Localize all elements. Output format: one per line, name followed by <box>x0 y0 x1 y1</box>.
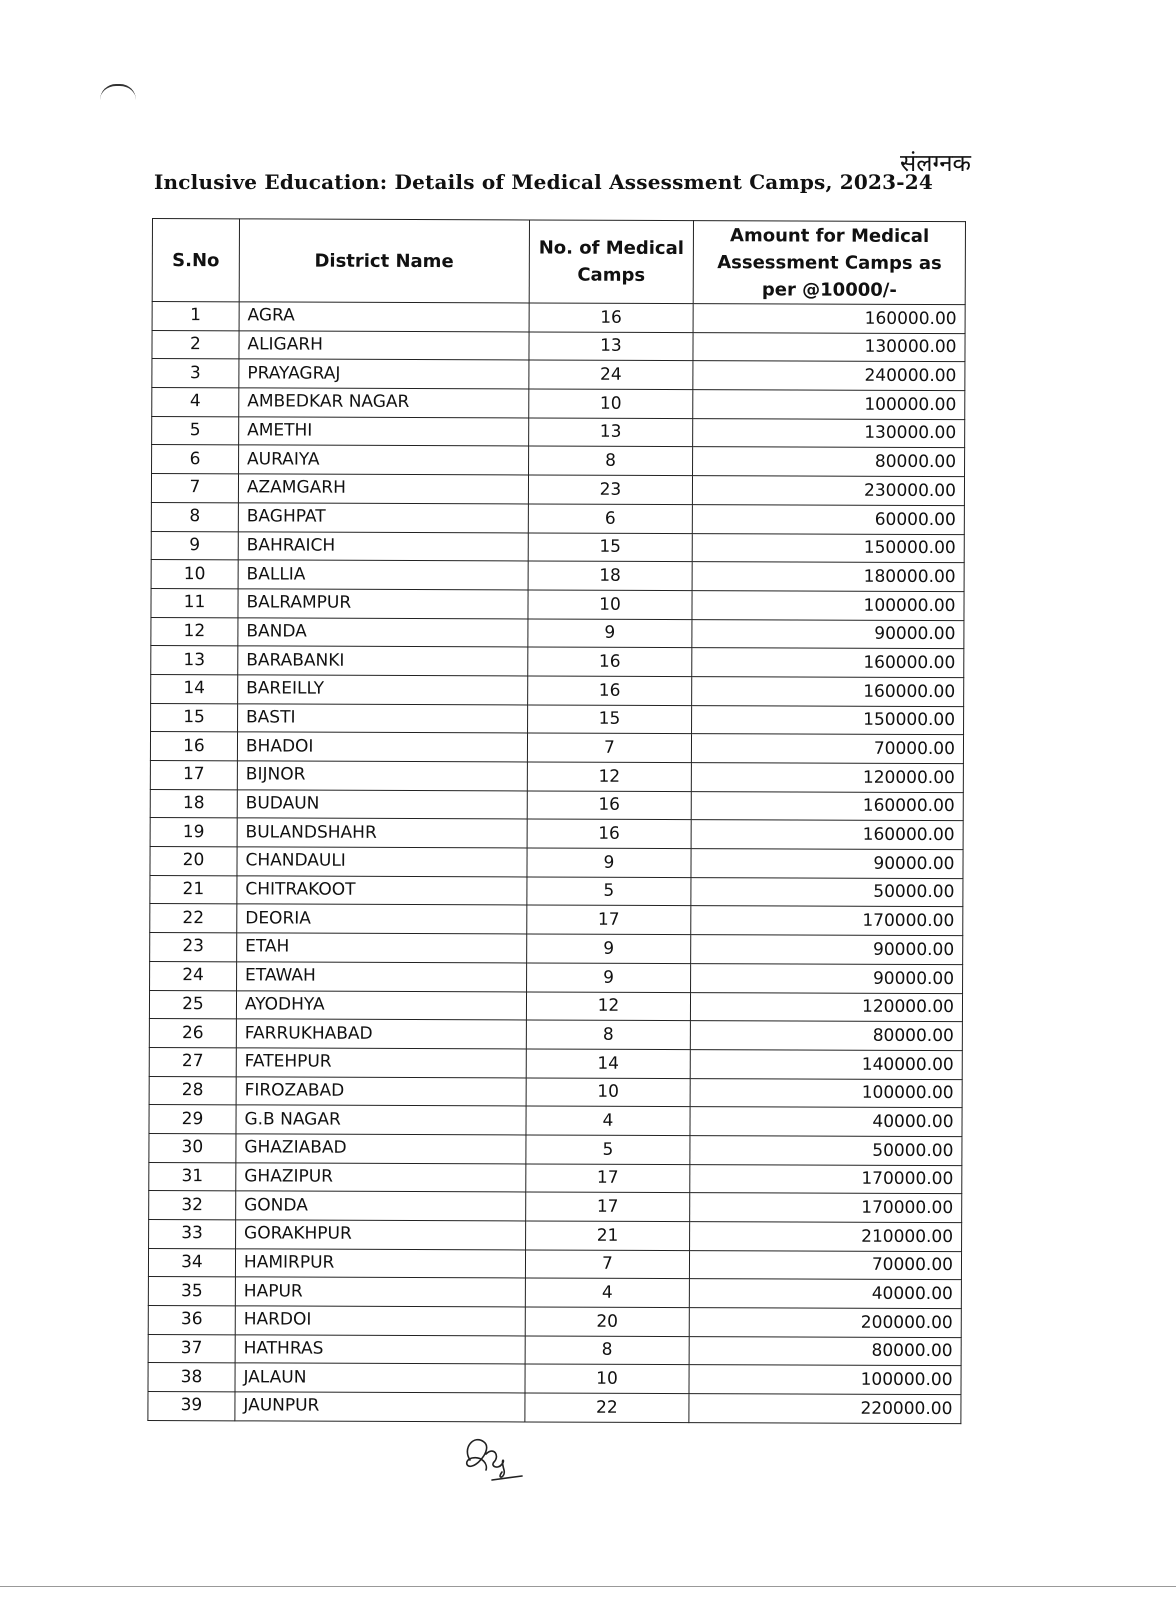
cell-sno: 17 <box>150 760 237 789</box>
cell-sno: 36 <box>148 1306 235 1335</box>
cell-medical-camps: 9 <box>526 934 691 963</box>
table-row <box>149 1105 962 1137</box>
table-row <box>152 416 965 448</box>
cell-amount: 100000.00 <box>689 1365 961 1395</box>
table-row <box>151 588 964 620</box>
cell-district-name: AMETHI <box>239 417 529 447</box>
header-district-name: District Name <box>239 219 529 303</box>
cell-medical-camps: 18 <box>528 561 693 590</box>
cell-district-name: JALAUN <box>235 1363 525 1393</box>
cell-medical-camps: 10 <box>525 1364 690 1393</box>
table-row <box>151 560 964 592</box>
cell-amount: 80000.00 <box>689 1336 961 1366</box>
cell-sno: 11 <box>151 588 238 617</box>
cell-amount: 40000.00 <box>690 1107 962 1137</box>
cell-district-name: BIJNOR <box>237 761 527 791</box>
table-row <box>148 1306 961 1338</box>
cell-sno: 39 <box>148 1392 235 1421</box>
cell-district-name: ETAWAH <box>236 962 526 992</box>
table-row <box>152 359 965 391</box>
cell-medical-camps: 8 <box>526 1020 691 1049</box>
cell-amount: 80000.00 <box>693 447 965 477</box>
table-row <box>150 904 963 936</box>
cell-district-name: CHITRAKOOT <box>237 876 527 906</box>
cell-district-name: GONDA <box>236 1191 526 1221</box>
cell-amount: 70000.00 <box>692 734 964 764</box>
cell-amount: 180000.00 <box>692 562 964 592</box>
header-row <box>152 219 965 305</box>
cell-sno: 7 <box>151 474 238 503</box>
cell-medical-camps: 14 <box>526 1049 691 1078</box>
cell-amount: 50000.00 <box>691 877 963 907</box>
table-row <box>149 990 962 1022</box>
cell-medical-camps: 15 <box>527 705 692 734</box>
cell-district-name: G.B NAGAR <box>236 1105 526 1135</box>
cell-medical-camps: 15 <box>528 532 693 561</box>
cell-medical-camps: 8 <box>525 1336 690 1365</box>
table-row <box>152 445 965 477</box>
cell-district-name: BALLIA <box>238 560 528 590</box>
cell-medical-camps: 16 <box>527 819 692 848</box>
cell-medical-camps: 12 <box>527 762 692 791</box>
cell-amount: 130000.00 <box>693 332 965 362</box>
cell-amount: 90000.00 <box>691 849 963 879</box>
cell-sno: 22 <box>150 904 237 933</box>
cell-medical-camps: 13 <box>528 418 693 447</box>
cell-district-name: ALIGARH <box>239 331 529 361</box>
table-row <box>151 502 964 534</box>
table-row <box>151 531 964 563</box>
cell-sno: 10 <box>151 560 238 589</box>
table-row <box>150 875 963 907</box>
cell-district-name: BANDA <box>238 617 528 647</box>
table-row <box>149 1162 962 1194</box>
cell-sno: 14 <box>151 674 238 703</box>
cell-medical-camps: 10 <box>528 590 693 619</box>
cell-amount: 150000.00 <box>693 533 965 563</box>
table-row <box>151 646 964 678</box>
cell-sno: 6 <box>152 445 239 474</box>
table-row <box>148 1392 961 1424</box>
cell-amount: 100000.00 <box>690 1078 962 1108</box>
cell-sno: 19 <box>150 818 237 847</box>
table-row <box>149 1019 962 1051</box>
cell-sno: 4 <box>152 388 239 417</box>
cell-district-name: GORAKHPUR <box>235 1220 525 1250</box>
cell-amount: 150000.00 <box>692 705 964 735</box>
cell-district-name: BASTI <box>237 703 527 733</box>
cell-district-name: BAHRAICH <box>238 531 528 561</box>
table-row <box>148 1248 961 1280</box>
cell-district-name: GHAZIPUR <box>236 1162 526 1192</box>
table-row <box>150 732 963 764</box>
cell-district-name: FARRUKHABAD <box>236 1019 526 1049</box>
cell-sno: 1 <box>152 302 239 331</box>
medical-camps-table <box>147 218 966 1424</box>
cell-sno: 38 <box>148 1363 235 1392</box>
cell-medical-camps: 12 <box>526 991 691 1020</box>
cell-sno: 16 <box>150 732 237 761</box>
table-row <box>150 789 963 821</box>
table-row <box>151 674 964 706</box>
cell-amount: 220000.00 <box>689 1394 961 1424</box>
cell-sno: 8 <box>151 502 238 531</box>
header-medical-camps: No. of Medical Camps <box>529 220 694 304</box>
cell-medical-camps: 16 <box>527 647 692 676</box>
cell-sno: 30 <box>149 1133 236 1162</box>
document-title: Inclusive Education: Details of Medical Assessment Camps, 2023-24 <box>154 170 933 194</box>
cell-sno: 20 <box>150 847 237 876</box>
table-header <box>152 219 965 305</box>
cell-sno: 24 <box>150 961 237 990</box>
cell-amount: 90000.00 <box>691 963 963 993</box>
cell-medical-camps: 9 <box>526 963 691 992</box>
cell-medical-camps: 7 <box>527 733 692 762</box>
cell-district-name: BHADOI <box>237 732 527 762</box>
cell-medical-camps: 17 <box>526 905 691 934</box>
cell-sno: 35 <box>148 1277 235 1306</box>
cell-district-name: HAPUR <box>235 1277 525 1307</box>
cell-sno: 12 <box>151 617 238 646</box>
cell-amount: 100000.00 <box>693 390 965 420</box>
cell-sno: 26 <box>149 1019 236 1048</box>
cell-district-name: JAUNPUR <box>235 1392 525 1422</box>
cell-district-name: FATEHPUR <box>236 1048 526 1078</box>
cell-amount: 240000.00 <box>693 361 965 391</box>
cell-district-name: BUDAUN <box>237 790 527 820</box>
cell-district-name: DEORIA <box>237 904 527 934</box>
cell-sno: 23 <box>150 933 237 962</box>
cell-district-name: AYODHYA <box>236 990 526 1020</box>
cell-sno: 32 <box>149 1191 236 1220</box>
cell-medical-camps: 22 <box>524 1393 689 1422</box>
cell-sno: 5 <box>152 416 239 445</box>
table-row <box>149 1191 962 1223</box>
cell-district-name: AZAMGARH <box>238 474 528 504</box>
cell-medical-camps: 8 <box>528 446 693 475</box>
cell-district-name: HATHRAS <box>235 1335 525 1365</box>
cell-amount: 200000.00 <box>690 1308 962 1338</box>
cell-amount: 160000.00 <box>692 791 964 821</box>
cell-medical-camps: 4 <box>526 1106 691 1135</box>
cell-medical-camps: 10 <box>526 1078 691 1107</box>
cell-district-name: BAGHPAT <box>238 503 528 533</box>
cell-sno: 29 <box>149 1105 236 1134</box>
table-row <box>148 1277 961 1309</box>
cell-sno: 25 <box>149 990 236 1019</box>
cell-amount: 40000.00 <box>690 1279 962 1309</box>
cell-amount: 120000.00 <box>691 992 963 1022</box>
cell-amount: 80000.00 <box>691 1021 963 1051</box>
table-row <box>151 703 964 735</box>
cell-medical-camps: 17 <box>525 1164 690 1193</box>
table-row <box>152 302 965 334</box>
cell-medical-camps: 17 <box>525 1192 690 1221</box>
cell-amount: 160000.00 <box>692 648 964 678</box>
cell-medical-camps: 21 <box>525 1221 690 1250</box>
cell-medical-camps: 4 <box>525 1278 690 1307</box>
table-row <box>148 1334 961 1366</box>
cell-amount: 70000.00 <box>690 1250 962 1280</box>
cell-sno: 28 <box>149 1076 236 1105</box>
cell-amount: 60000.00 <box>693 504 965 534</box>
cell-amount: 130000.00 <box>693 418 965 448</box>
table-row <box>149 1219 962 1251</box>
cell-district-name: PRAYAGRAJ <box>239 359 529 389</box>
cell-sno: 9 <box>151 531 238 560</box>
cell-district-name: AGRA <box>239 302 529 332</box>
table-row <box>148 1363 961 1395</box>
cell-medical-camps: 16 <box>529 303 694 332</box>
cell-district-name: HAMIRPUR <box>235 1249 525 1279</box>
cell-district-name: ETAH <box>237 933 527 963</box>
scan-artifact-mark <box>100 84 136 100</box>
cell-district-name: GHAZIABAD <box>236 1134 526 1164</box>
scan-bottom-edge <box>0 1586 1176 1587</box>
table-row <box>150 818 963 850</box>
cell-amount: 230000.00 <box>693 476 965 506</box>
cell-sno: 13 <box>151 646 238 675</box>
cell-amount: 90000.00 <box>692 619 964 649</box>
cell-medical-camps: 5 <box>525 1135 690 1164</box>
table-row <box>150 847 963 879</box>
cell-sno: 27 <box>149 1047 236 1076</box>
cell-amount: 170000.00 <box>690 1193 962 1223</box>
cell-district-name: BARABANKI <box>238 646 528 676</box>
cell-medical-camps: 7 <box>525 1250 690 1279</box>
table-row <box>152 388 965 420</box>
cell-district-name: BAREILLY <box>238 675 528 705</box>
cell-district-name: FIROZABAD <box>236 1076 526 1106</box>
cell-medical-camps: 16 <box>527 791 692 820</box>
cell-amount: 100000.00 <box>692 590 964 620</box>
cell-amount: 210000.00 <box>690 1222 962 1252</box>
table-row <box>149 1076 962 1108</box>
cell-amount: 160000.00 <box>691 820 963 850</box>
table-row <box>150 933 963 965</box>
cell-medical-camps: 9 <box>527 619 692 648</box>
header-amount: Amount for Medical Assessment Camps as per @10000/- <box>694 221 966 305</box>
cell-district-name: AURAIYA <box>238 445 528 475</box>
cell-medical-camps: 10 <box>528 389 693 418</box>
cell-sno: 31 <box>149 1162 236 1191</box>
table-row <box>152 330 965 362</box>
cell-sno: 18 <box>150 789 237 818</box>
table-row <box>149 1133 962 1165</box>
cell-district-name: BULANDSHAHR <box>237 818 527 848</box>
cell-district-name: CHANDAULI <box>237 847 527 877</box>
cell-sno: 3 <box>152 359 239 388</box>
cell-sno: 21 <box>150 875 237 904</box>
table-row <box>149 1047 962 1079</box>
cell-amount: 120000.00 <box>692 763 964 793</box>
cell-amount: 170000.00 <box>691 906 963 936</box>
cell-district-name: HARDOI <box>235 1306 525 1336</box>
cell-medical-camps: 24 <box>528 360 693 389</box>
cell-medical-camps: 13 <box>529 332 694 361</box>
table-row <box>151 617 964 649</box>
cell-sno: 2 <box>152 330 239 359</box>
cell-medical-camps: 23 <box>528 475 693 504</box>
cell-medical-camps: 16 <box>527 676 692 705</box>
cell-medical-camps: 20 <box>525 1307 690 1336</box>
annex-label: संलग्नक <box>900 149 971 177</box>
table-body <box>148 302 965 1424</box>
cell-sno: 33 <box>149 1219 236 1248</box>
cell-amount: 160000.00 <box>693 304 965 334</box>
handwritten-signature <box>456 1430 536 1490</box>
table-row <box>151 474 964 506</box>
cell-medical-camps: 9 <box>527 848 692 877</box>
cell-sno: 15 <box>151 703 238 732</box>
table-row <box>150 961 963 993</box>
cell-amount: 140000.00 <box>691 1049 963 1079</box>
cell-sno: 37 <box>148 1334 235 1363</box>
cell-amount: 90000.00 <box>691 935 963 965</box>
table-row <box>150 760 963 792</box>
cell-district-name: BALRAMPUR <box>238 589 528 619</box>
cell-medical-camps: 6 <box>528 504 693 533</box>
cell-district-name: AMBEDKAR NAGAR <box>239 388 529 418</box>
cell-sno: 34 <box>148 1248 235 1277</box>
cell-medical-camps: 5 <box>526 877 691 906</box>
cell-amount: 170000.00 <box>690 1164 962 1194</box>
cell-amount: 160000.00 <box>692 677 964 707</box>
header-sno: S.No <box>152 219 239 302</box>
cell-amount: 50000.00 <box>690 1136 962 1166</box>
